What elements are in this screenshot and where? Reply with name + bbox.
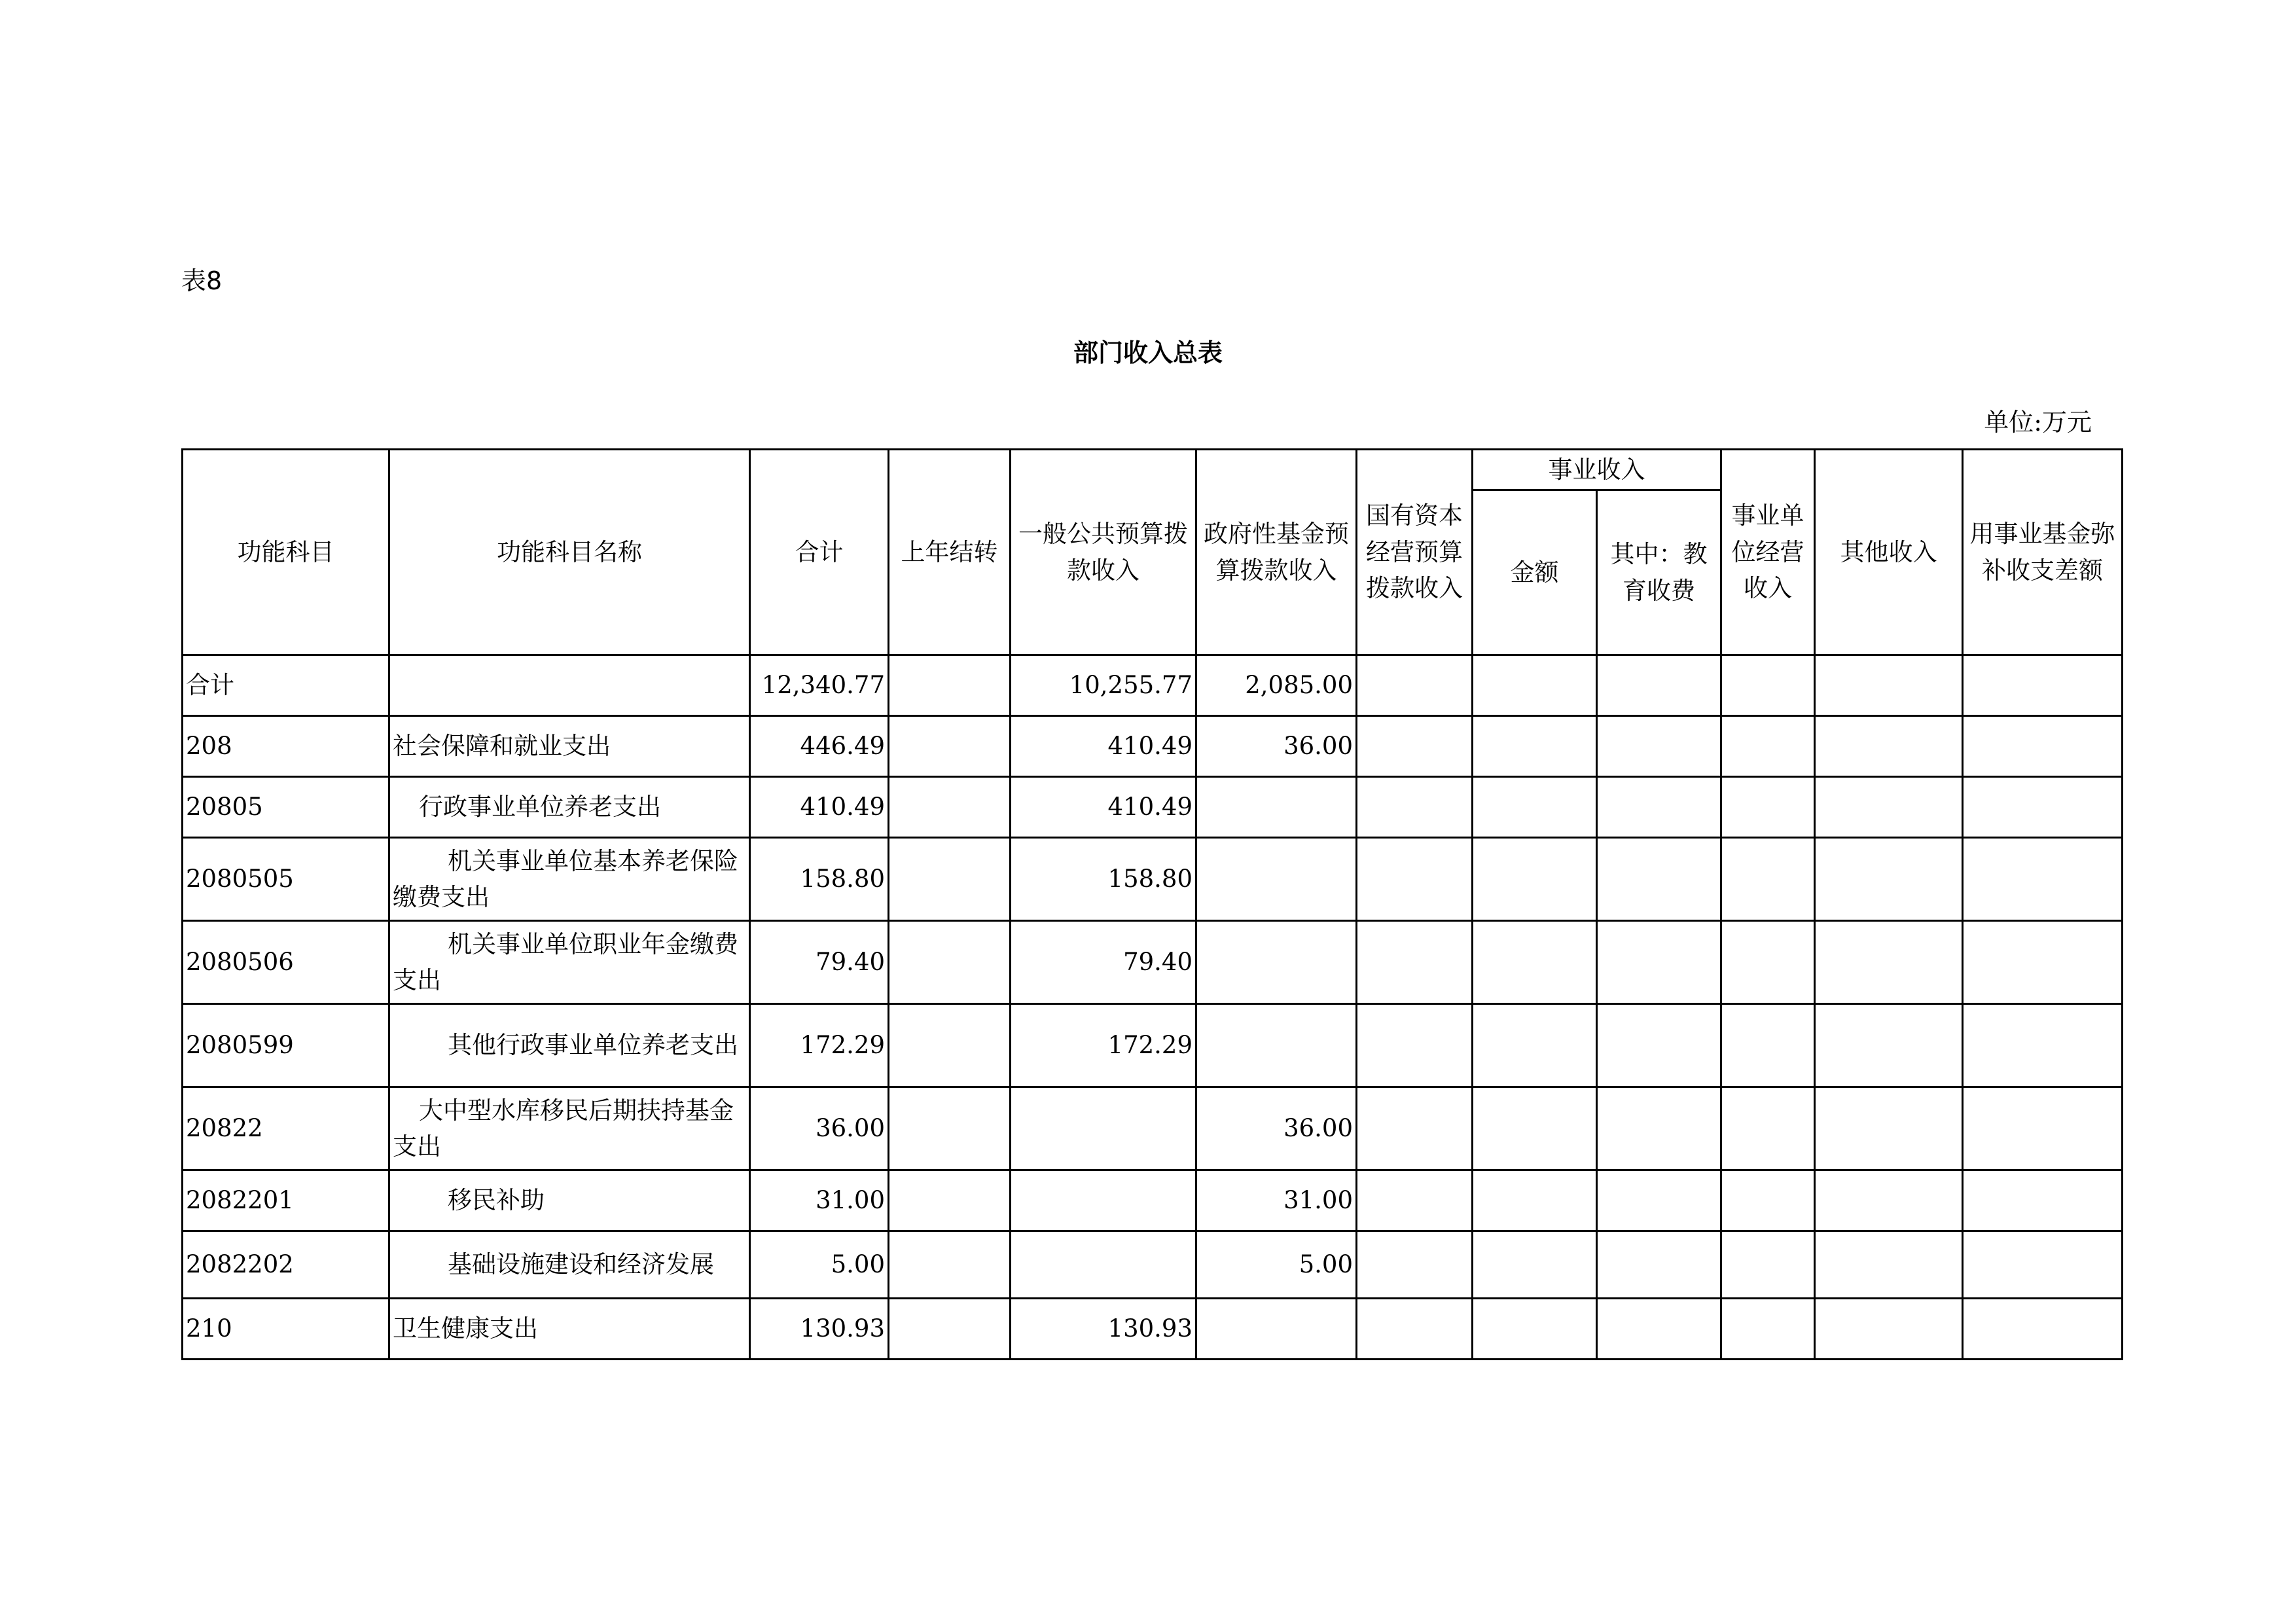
row-name: 卫生健康支出 bbox=[389, 1299, 750, 1360]
row-gov-fund: 31.00 bbox=[1196, 1170, 1357, 1231]
row-carryover bbox=[889, 777, 1011, 838]
row-general: 79.40 bbox=[1011, 921, 1196, 1004]
row-total: 130.93 bbox=[750, 1299, 889, 1360]
row-total: 36.00 bbox=[750, 1087, 889, 1170]
header-unit-operation: 事业单位经营收入 bbox=[1721, 450, 1815, 655]
table-row bbox=[183, 838, 2123, 921]
row-total: 31.00 bbox=[750, 1170, 889, 1231]
row-general: 172.29 bbox=[1011, 1004, 1196, 1087]
row-code: 2082201 bbox=[183, 1170, 389, 1231]
row-total: 446.49 bbox=[750, 716, 889, 777]
row-carryover bbox=[889, 1004, 1011, 1087]
header-gov-fund: 政府性基金预算拨款收入 bbox=[1196, 450, 1357, 655]
table-row bbox=[183, 716, 2123, 777]
row-name: 行政事业单位养老支出 bbox=[389, 777, 750, 838]
row-gov-fund: 36.00 bbox=[1196, 716, 1357, 777]
row-code: 2080506 bbox=[183, 921, 389, 1004]
row-name: 机关事业单位基本养老保险缴费支出 bbox=[389, 838, 750, 921]
row-carryover bbox=[889, 1231, 1011, 1299]
table-row bbox=[183, 1231, 2123, 1299]
row-name bbox=[389, 655, 750, 716]
row-carryover bbox=[889, 921, 1011, 1004]
row-gov-fund: 5.00 bbox=[1196, 1231, 1357, 1299]
row-name: 社会保障和就业支出 bbox=[389, 716, 750, 777]
table-row bbox=[183, 921, 2123, 1004]
page-title: 部门收入总表 bbox=[1073, 338, 1223, 367]
row-code: 210 bbox=[183, 1299, 389, 1360]
header-amount: 金额 bbox=[1473, 490, 1597, 655]
table-row bbox=[183, 655, 2123, 716]
unit-label: 单位:万元 bbox=[1984, 408, 2092, 437]
row-carryover bbox=[889, 1299, 1011, 1360]
row-code: 208 bbox=[183, 716, 389, 777]
row-carryover bbox=[889, 1087, 1011, 1170]
row-gov-fund bbox=[1196, 1299, 1357, 1360]
header-business-income: 事业收入 bbox=[1473, 450, 1721, 490]
table-label: 表8 bbox=[181, 266, 223, 295]
row-total: 5.00 bbox=[750, 1231, 889, 1299]
row-carryover bbox=[889, 1170, 1011, 1231]
row-general: 410.49 bbox=[1011, 716, 1196, 777]
row-code: 2080599 bbox=[183, 1004, 389, 1087]
row-total: 12,340.77 bbox=[750, 655, 889, 716]
row-total: 158.80 bbox=[750, 838, 889, 921]
row-general bbox=[1011, 1170, 1196, 1231]
row-gov-fund bbox=[1196, 838, 1357, 921]
row-general bbox=[1011, 1087, 1196, 1170]
row-total: 79.40 bbox=[750, 921, 889, 1004]
row-gov-fund bbox=[1196, 1004, 1357, 1087]
row-name: 基础设施建设和经济发展 bbox=[389, 1231, 750, 1299]
row-code: 2080505 bbox=[183, 838, 389, 921]
header-func-name: 功能科目名称 bbox=[389, 450, 750, 655]
row-code: 20805 bbox=[183, 777, 389, 838]
table-row bbox=[183, 1170, 2123, 1231]
header-carryover: 上年结转 bbox=[889, 450, 1011, 655]
table-row bbox=[183, 777, 2123, 838]
row-gov-fund: 36.00 bbox=[1196, 1087, 1357, 1170]
header-total: 合计 bbox=[750, 450, 889, 655]
header-general-budget: 一般公共预算拨款收入 bbox=[1011, 450, 1196, 655]
row-name: 大中型水库移民后期扶持基金支出 bbox=[389, 1087, 750, 1170]
row-carryover bbox=[889, 838, 1011, 921]
row-general: 410.49 bbox=[1011, 777, 1196, 838]
row-total: 410.49 bbox=[750, 777, 889, 838]
row-gov-fund bbox=[1196, 921, 1357, 1004]
income-table bbox=[181, 448, 2123, 1360]
table-row bbox=[183, 1087, 2123, 1170]
row-general: 10,255.77 bbox=[1011, 655, 1196, 716]
header-other-income: 其他收入 bbox=[1815, 450, 1963, 655]
row-code: 2082202 bbox=[183, 1231, 389, 1299]
row-name: 移民补助 bbox=[389, 1170, 750, 1231]
header-func-code: 功能科目 bbox=[183, 450, 389, 655]
row-code: 合计 bbox=[183, 655, 389, 716]
row-carryover bbox=[889, 716, 1011, 777]
row-gov-fund: 2,085.00 bbox=[1196, 655, 1357, 716]
table-row bbox=[183, 1004, 2123, 1087]
row-total: 172.29 bbox=[750, 1004, 889, 1087]
table-row bbox=[183, 1299, 2123, 1360]
row-general bbox=[1011, 1231, 1196, 1299]
header-state-capital: 国有资本经营预算拨款收入 bbox=[1357, 450, 1473, 655]
row-code: 20822 bbox=[183, 1087, 389, 1170]
header-edu-fee: 其中：教育收费 bbox=[1597, 490, 1721, 655]
row-gov-fund bbox=[1196, 777, 1357, 838]
header-fund-offset: 用事业基金弥补收支差额 bbox=[1963, 450, 2123, 655]
row-name: 机关事业单位职业年金缴费支出 bbox=[389, 921, 750, 1004]
row-name: 其他行政事业单位养老支出 bbox=[389, 1004, 750, 1087]
row-general: 130.93 bbox=[1011, 1299, 1196, 1360]
row-general: 158.80 bbox=[1011, 838, 1196, 921]
row-carryover bbox=[889, 655, 1011, 716]
